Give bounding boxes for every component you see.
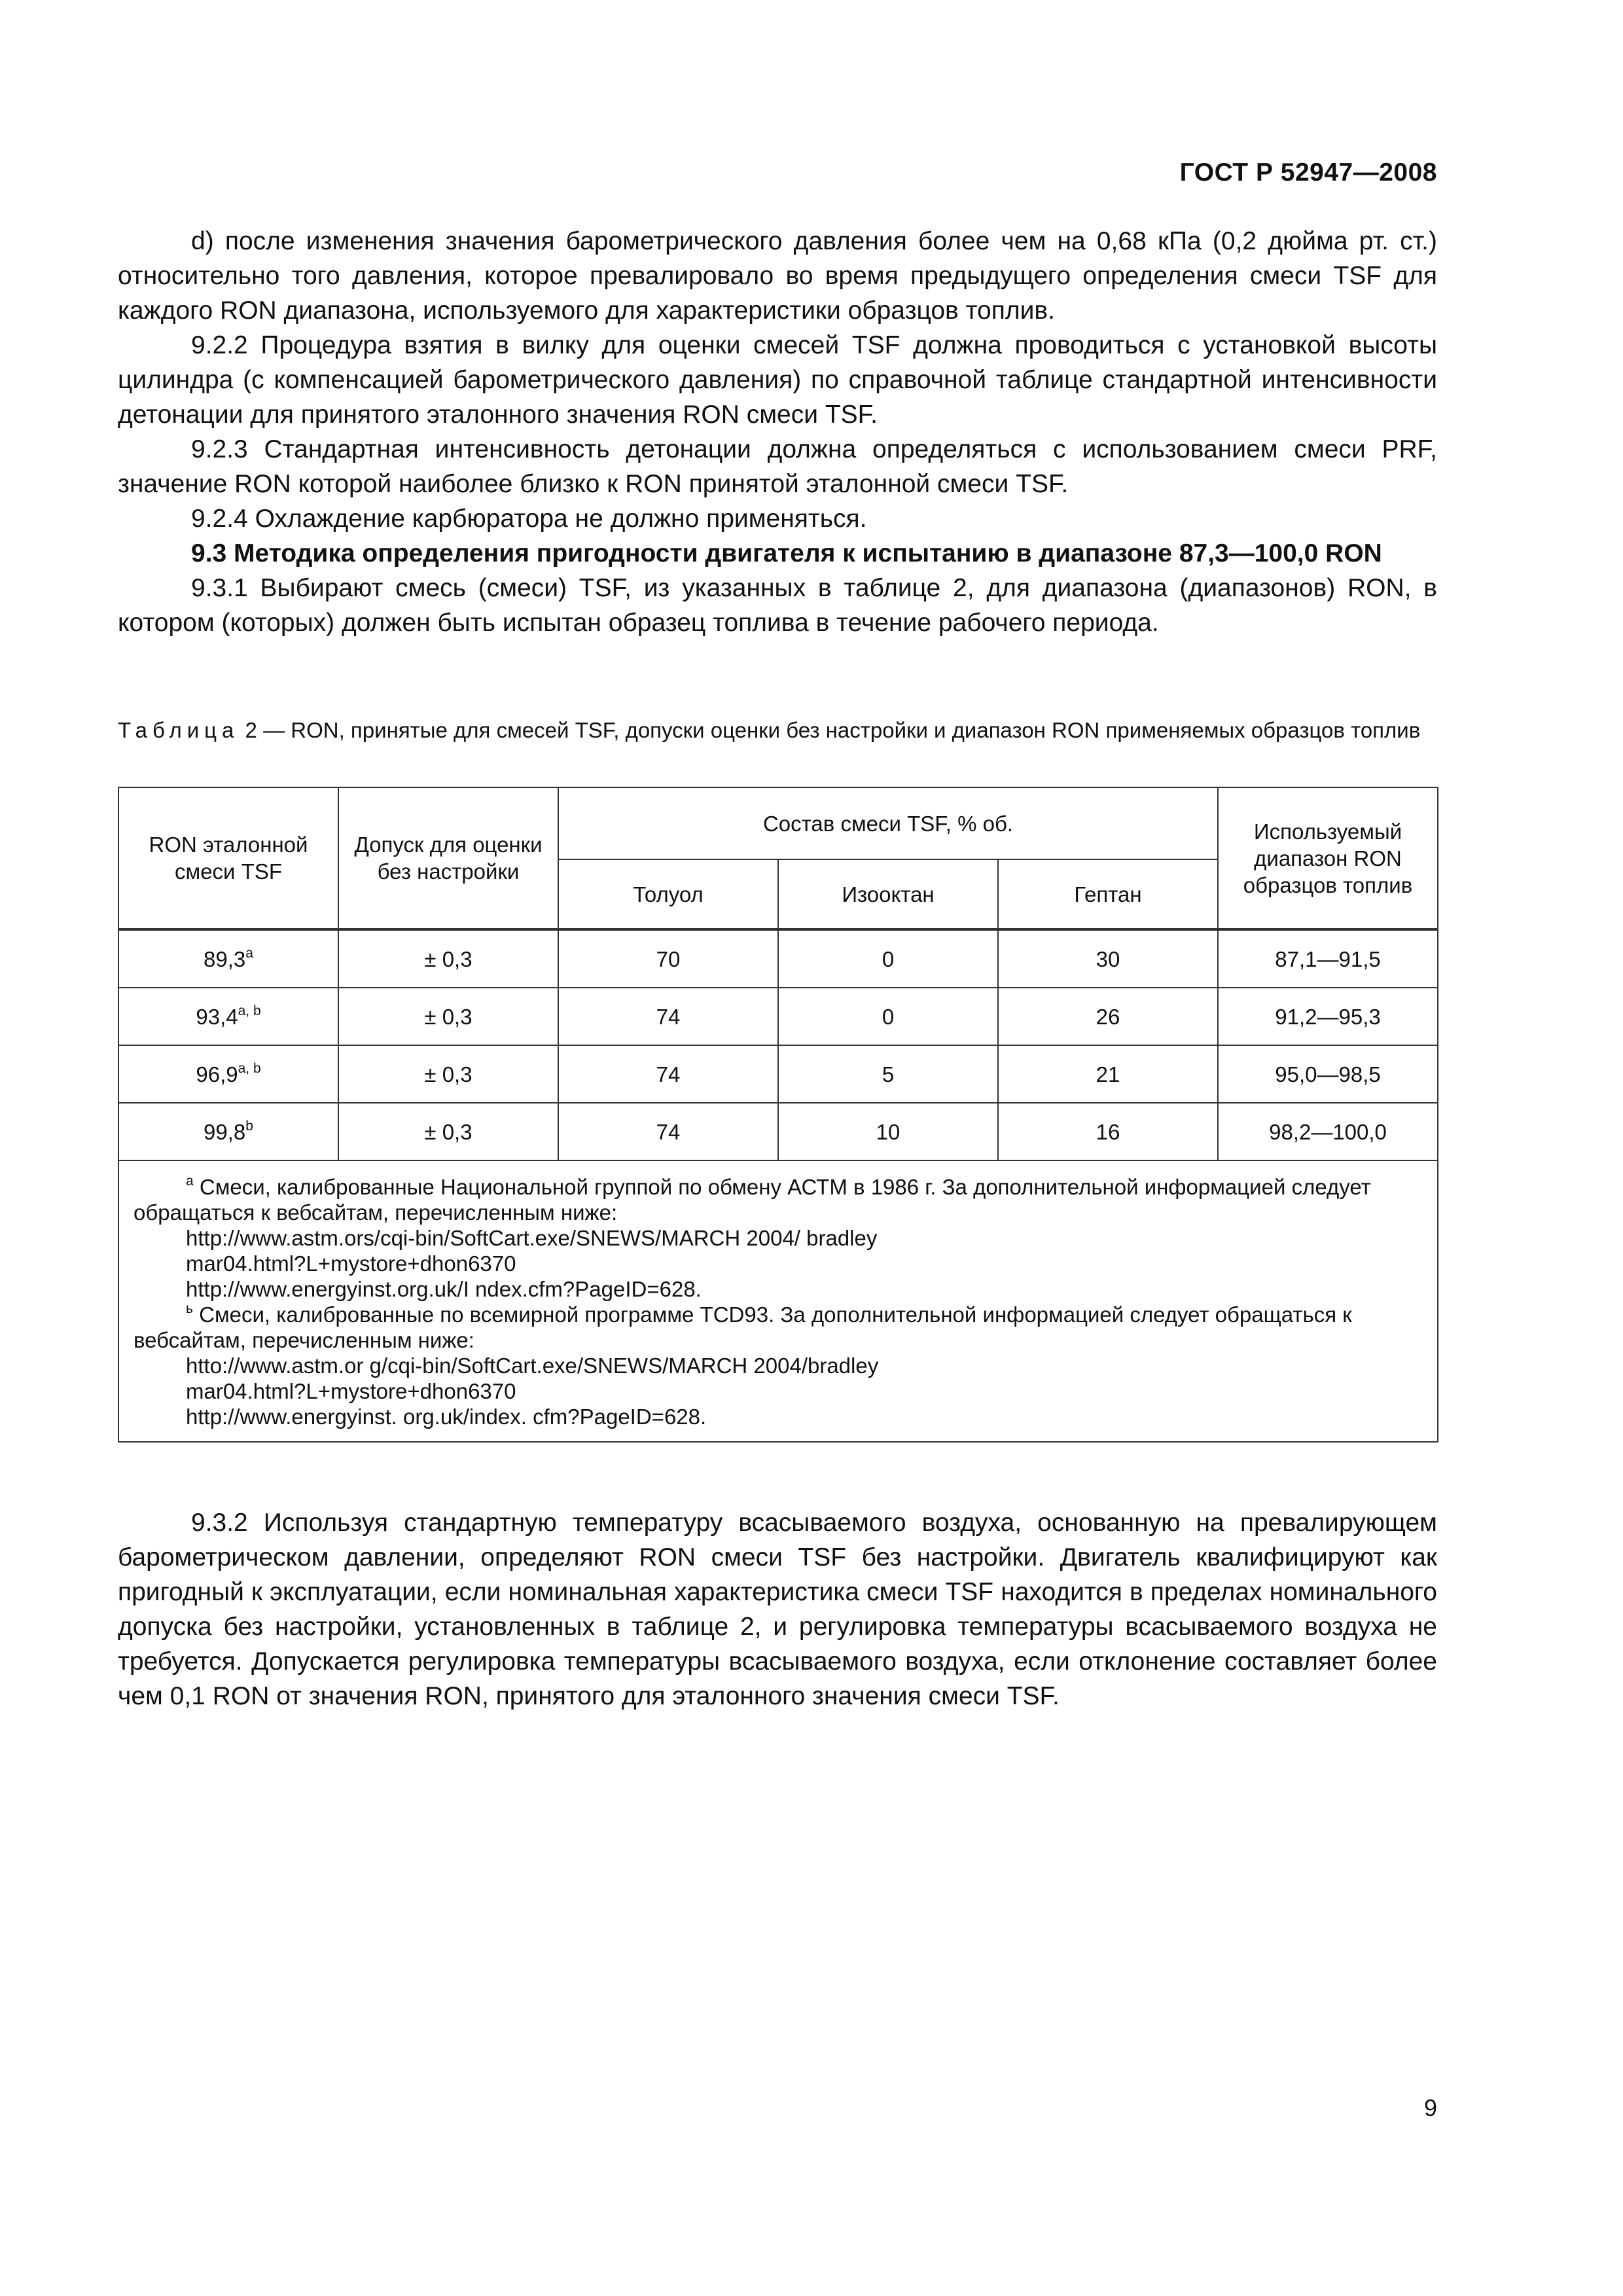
cell-isooctane: 0 (778, 929, 998, 988)
footnote-a-link: mar04.html?L+mystore+dhon6370 (186, 1251, 516, 1276)
header-tolerance: Допуск для оценки без настройки (338, 787, 558, 929)
cell-heptane: 16 (998, 1103, 1218, 1160)
cell-range: 91,2—95,3 (1218, 988, 1438, 1045)
cell-range: 98,2—100,0 (1218, 1103, 1438, 1160)
footnote-ref: a, b (238, 1060, 261, 1076)
cell-isooctane: 10 (778, 1103, 998, 1160)
paragraph-9-3-2: 9.3.2 Используя стандартную температуру всасываемого воздуха, основанную на превалирующем барометрическом давлении, определяют RON смеси TSF без настройки. Двигатель квалифицируют как пригодный к эксплуатации, если номинальная характеристика смеси TSF находится в пределах номинального допуска без настройки, установленных в таблице 2, и регулировка температуры всасываемого воздуха не требуется. Допускается регулировка температуры всасываемого воздуха, если отклонение составляет более чем 0,1 RON от значения RON, принятого для эталонного значения смеси TSF. (118, 1509, 1437, 1710)
body-text (118, 224, 1437, 640)
footnote-a-link: http://www.astm.ors/cqi-bin/SoftCart.exe/SNEWS/MARCH 2004/ bradley (186, 1226, 878, 1250)
cell-heptane: 21 (998, 1045, 1218, 1103)
table-caption-word: Таблица (118, 718, 240, 742)
paragraph-9-2-2: 9.2.2 Процедура взятия в вилку для оценки смесей TSF должна проводиться с установкой высоты цилиндра (с компенсацией барометрического давления) по справочной таблице стандартной интенсивности детонации для принятого эталонного значения RON смеси TSF. (118, 331, 1437, 429)
standard-designation: ГОСТ Р 52947—2008 (1179, 158, 1437, 187)
header-range: Используемый диапазон RON образцов топлив (1218, 787, 1438, 929)
table-caption (118, 715, 1437, 745)
footnote-ref: a, b (238, 1003, 261, 1018)
cell-range: 95,0—98,5 (1218, 1045, 1438, 1103)
header-isooctane: Изооктан (778, 859, 998, 929)
table-caption-text: 2 — RON, принятые для смесей TSF, допуски оценки без настройки и диапазон RON применяемых образцов топлив (239, 718, 1421, 742)
table-row (118, 1103, 1438, 1160)
cell-heptane: 26 (998, 988, 1218, 1045)
footnote-ref: a (245, 945, 253, 961)
paragraph-9-3-1: 9.3.1 Выбирают смесь (смеси) TSF, из указанных в таблице 2, для диапазона (диапазонов) RON, в котором (которых) должен быть испытан образец топлива в течение рабочего периода. (118, 574, 1437, 637)
table-tsf-blends (118, 787, 1438, 1443)
table-row (118, 929, 1438, 988)
table-row (118, 1045, 1438, 1103)
cell-heptane: 30 (998, 929, 1218, 988)
cell-ron: 96,9$^{a, b}$ (118, 1045, 338, 1103)
body-text-after-table (118, 1505, 1437, 1713)
table-footnotes (118, 1160, 1438, 1442)
footnote-b-link: htto://www.astm.or g/cqi-bin/SoftCart.exe/SNEWS/MARCH 2004/bradley (186, 1354, 879, 1378)
page-number: 9 (1423, 2094, 1437, 2121)
cell-tolerance: ± 0,3 (338, 1045, 558, 1103)
section-heading-9-3: 9.3 Методика определения пригодности двигателя к испытанию в диапазоне 87,3—100,0 RON (191, 539, 1382, 567)
footnote-b-mark: ь (186, 1301, 193, 1316)
footnote-a-mark: a (186, 1174, 194, 1189)
cell-tolerance: ± 0,3 (338, 1103, 558, 1160)
cell-tolerance: ± 0,3 (338, 988, 558, 1045)
cell-toluene: 74 (558, 1103, 778, 1160)
cell-isooctane: 0 (778, 988, 998, 1045)
cell-toluene: 70 (558, 929, 778, 988)
cell-ron: 89,3$^a$ (118, 929, 338, 988)
header-ron-reference: RON эталонной смеси TSF (118, 787, 338, 929)
footnote-b-link: mar04.html?L+mystore+dhon6370 (186, 1379, 516, 1403)
header-composition: Состав смеси TSF, % об. (558, 787, 1218, 859)
cell-ron: 93,4$^{a, b}$ (118, 988, 338, 1045)
cell-isooctane: 5 (778, 1045, 998, 1103)
header-heptane: Гептан (998, 859, 1218, 929)
document-page (118, 0, 1437, 2296)
cell-ron: 99,8$^b$ (118, 1103, 338, 1160)
cell-toluene: 74 (558, 988, 778, 1045)
footnote-b: $^ь$ Смеси, калиброванные по всемирной программе TCD93. За дополнительной информацией следует обращаться к вебсайтам, перечисленным ниже: (134, 1301, 1352, 1352)
footnote-b-link: http://www.energyinst. org.uk/index. cfm?PageID=628. (186, 1405, 707, 1429)
footnote-ref: b (245, 1118, 253, 1134)
paragraph-9-2-3: 9.2.3 Стандартная интенсивность детонации должна определяться с использованием смеси PRF, значение RON которой наиболее близко к RON принятой эталонной смеси TSF. (118, 435, 1437, 498)
paragraph-9-2-4: 9.2.4 Охлаждение карбюратора не должно применяться. (191, 505, 867, 533)
cell-toluene: 74 (558, 1045, 778, 1103)
footnote-a: $^a$ Смеси, калиброванные Национальной группой по обмену АСТМ в 1986 г. За дополнительной информацией следует обращаться к вебсайтам, перечисленным ниже: (134, 1174, 1371, 1225)
paragraph-d: d) после изменения значения барометрического давления более чем на 0,68 кПа (0,2 дюйма рт. ст.) относительно того давления, которое превалировало во время предыдущего определения смеси TSF для каждого RON диапазона, используемого для характеристики образцов топлив. (118, 227, 1437, 325)
cell-tolerance: ± 0,3 (338, 929, 558, 988)
footnote-a-link: http://www.energyinst.org.uk/I ndex.cfm?PageID=628. (186, 1277, 702, 1301)
table-row (118, 988, 1438, 1045)
header-toluene: Толуол (558, 859, 778, 929)
cell-range: 87,1—91,5 (1218, 929, 1438, 988)
